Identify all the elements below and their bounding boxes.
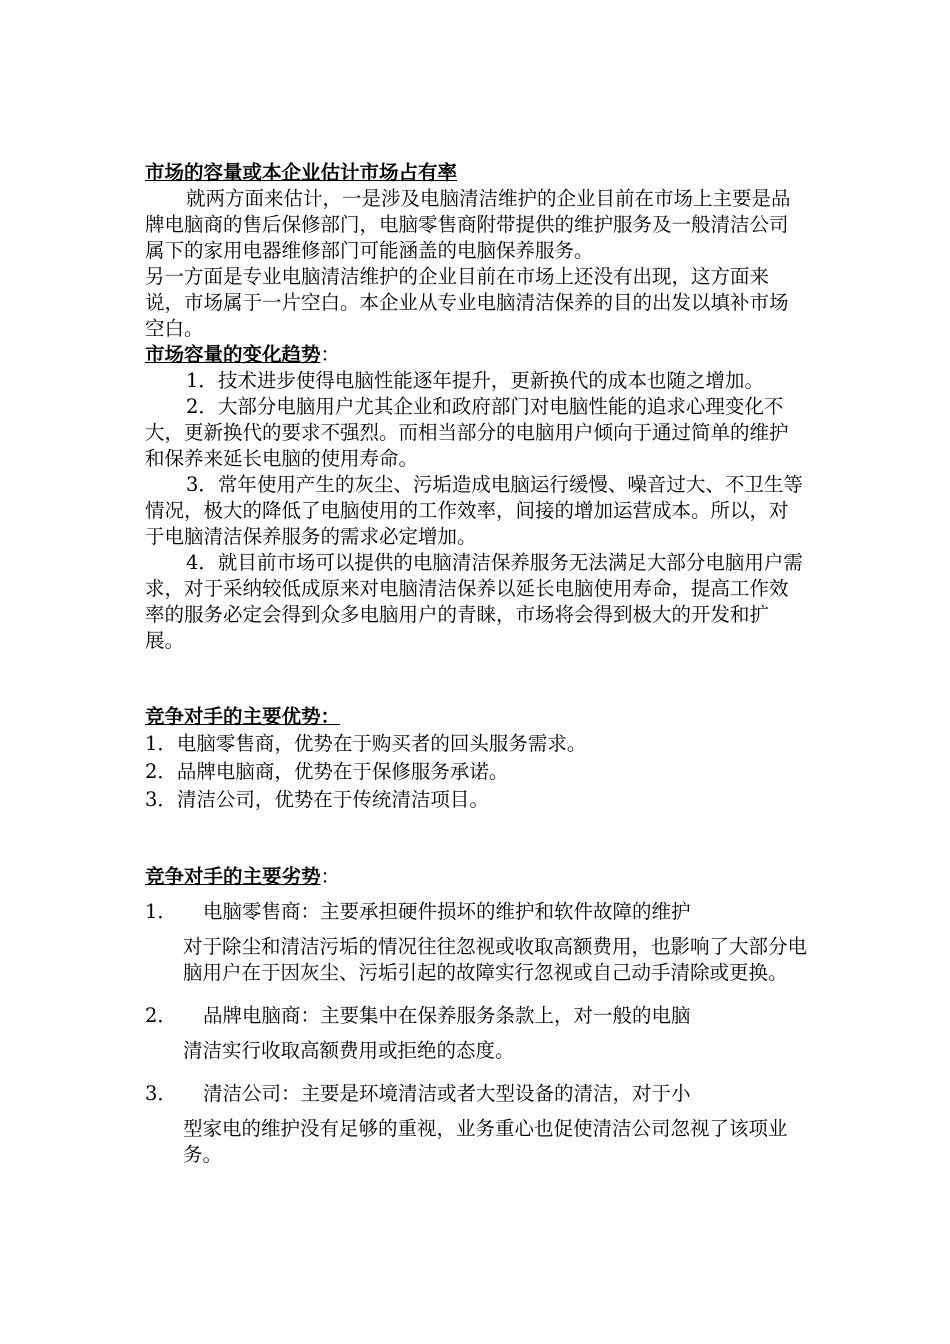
- market-capacity-paragraph-1: 就两方面来估计，一是涉及电脑清洁维护的企业目前在市场上主要是品牌电脑商的售后保修部门，电脑零售商附带提供的维护服务及一般清洁公司属下的家用电器维修部门可能涵盖的电脑保养服务。: [145, 187, 791, 262]
- disadvantage-item-1: [145, 890, 807, 986]
- disadvantage-number-3: 3．: [145, 1082, 177, 1105]
- capacity-trend-heading-line: [145, 342, 807, 368]
- trend-item-3: 3．常年使用产生的灰尘、污垢造成电脑运行缓慢、噪音过大、不卫生等情况，极大的降低了电脑使用的工作效率，间接的增加运营成本。所以，对于电脑清洁保养服务的需求必定增加。: [145, 473, 803, 548]
- disadvantage-item-3: [145, 1072, 807, 1168]
- competitor-disadvantages-heading-line: [145, 864, 807, 890]
- capacity-trend-heading: 市场容量的变化趋势: [145, 343, 321, 366]
- advantage-item-1: 1．电脑零售商，优势在于购买者的回头服务需求。: [145, 732, 587, 755]
- market-capacity-heading: 市场的容量或本企业估计市场占有率: [145, 161, 458, 184]
- disadvantages-colon: ：: [320, 865, 341, 888]
- disadvantage-number-2: 2．: [145, 1004, 177, 1027]
- advantages-list: [145, 730, 807, 814]
- document-page: [145, 160, 807, 1176]
- disadvantage-rest-2: 清洁实行收取高额费用或拒绝的态度。: [183, 1039, 515, 1062]
- competitor-advantages-heading: 竞争对手的主要优势：: [145, 705, 341, 728]
- competitor-disadvantages-heading: 竞争对手的主要劣势: [145, 865, 321, 888]
- market-capacity-paragraph-2: 另一方面是专业电脑清洁维护的企业目前在市场上还没有出现，这方面来说，市场属于一片空白。本企业从专业电脑清洁保养的目的出发以填补市场空白。: [145, 265, 789, 340]
- disadvantage-rest-1: 对于除尘和清洁污垢的情况往往忽视或收取高额费用，也影响了大部分电脑用户在于因灰尘、污垢引起的故障实行忽视或自己动手清除或更换。: [183, 935, 808, 984]
- disadvantage-first-line-1: 电脑零售商：主要承担硬件损坏的维护和软件故障的维护: [203, 900, 691, 923]
- disadvantage-rest-3: 型家电的维护没有足够的重视，业务重心也促使清洁公司忽视了该项业务。: [183, 1117, 788, 1166]
- trend-item-1: 1．技术进步使得电脑性能逐年提升，更新换代的成本也随之增加。: [186, 369, 764, 392]
- disadvantage-first-line-3: 清洁公司：主要是环境清洁或者大型设备的清洁，对于小: [203, 1082, 691, 1105]
- advantage-item-3: 3．清洁公司，优势在于传统清洁项目。: [145, 788, 489, 811]
- disadvantage-first-line-2: 品牌电脑商：主要集中在保养服务条款上，对一般的电脑: [203, 1004, 691, 1027]
- capacity-trend-colon: ：: [320, 343, 341, 366]
- trend-item-2: 2．大部分电脑用户尤其企业和政府部门对电脑性能的追求心理变化不大，更新换代的要求不强烈。而相当部分的电脑用户倾向于通过简单的维护和保养来延长电脑的使用寿命。: [145, 395, 789, 470]
- trend-item-4: 4．就目前市场可以提供的电脑清洁保养服务无法满足大部分电脑用户需求，对于采纳较低成原来对电脑清洁保养以延长电脑使用寿命，提高工作效率的服务必定会得到众多电脑用户的青睐，市场将会得到极大的开发和扩展。: [145, 551, 803, 652]
- disadvantage-number-1: 1．: [145, 900, 177, 923]
- advantage-item-2: 2．品牌电脑商，优势在于保修服务承诺。: [145, 760, 509, 783]
- disadvantage-item-2: [145, 994, 807, 1064]
- disadvantages-list: [145, 890, 807, 1168]
